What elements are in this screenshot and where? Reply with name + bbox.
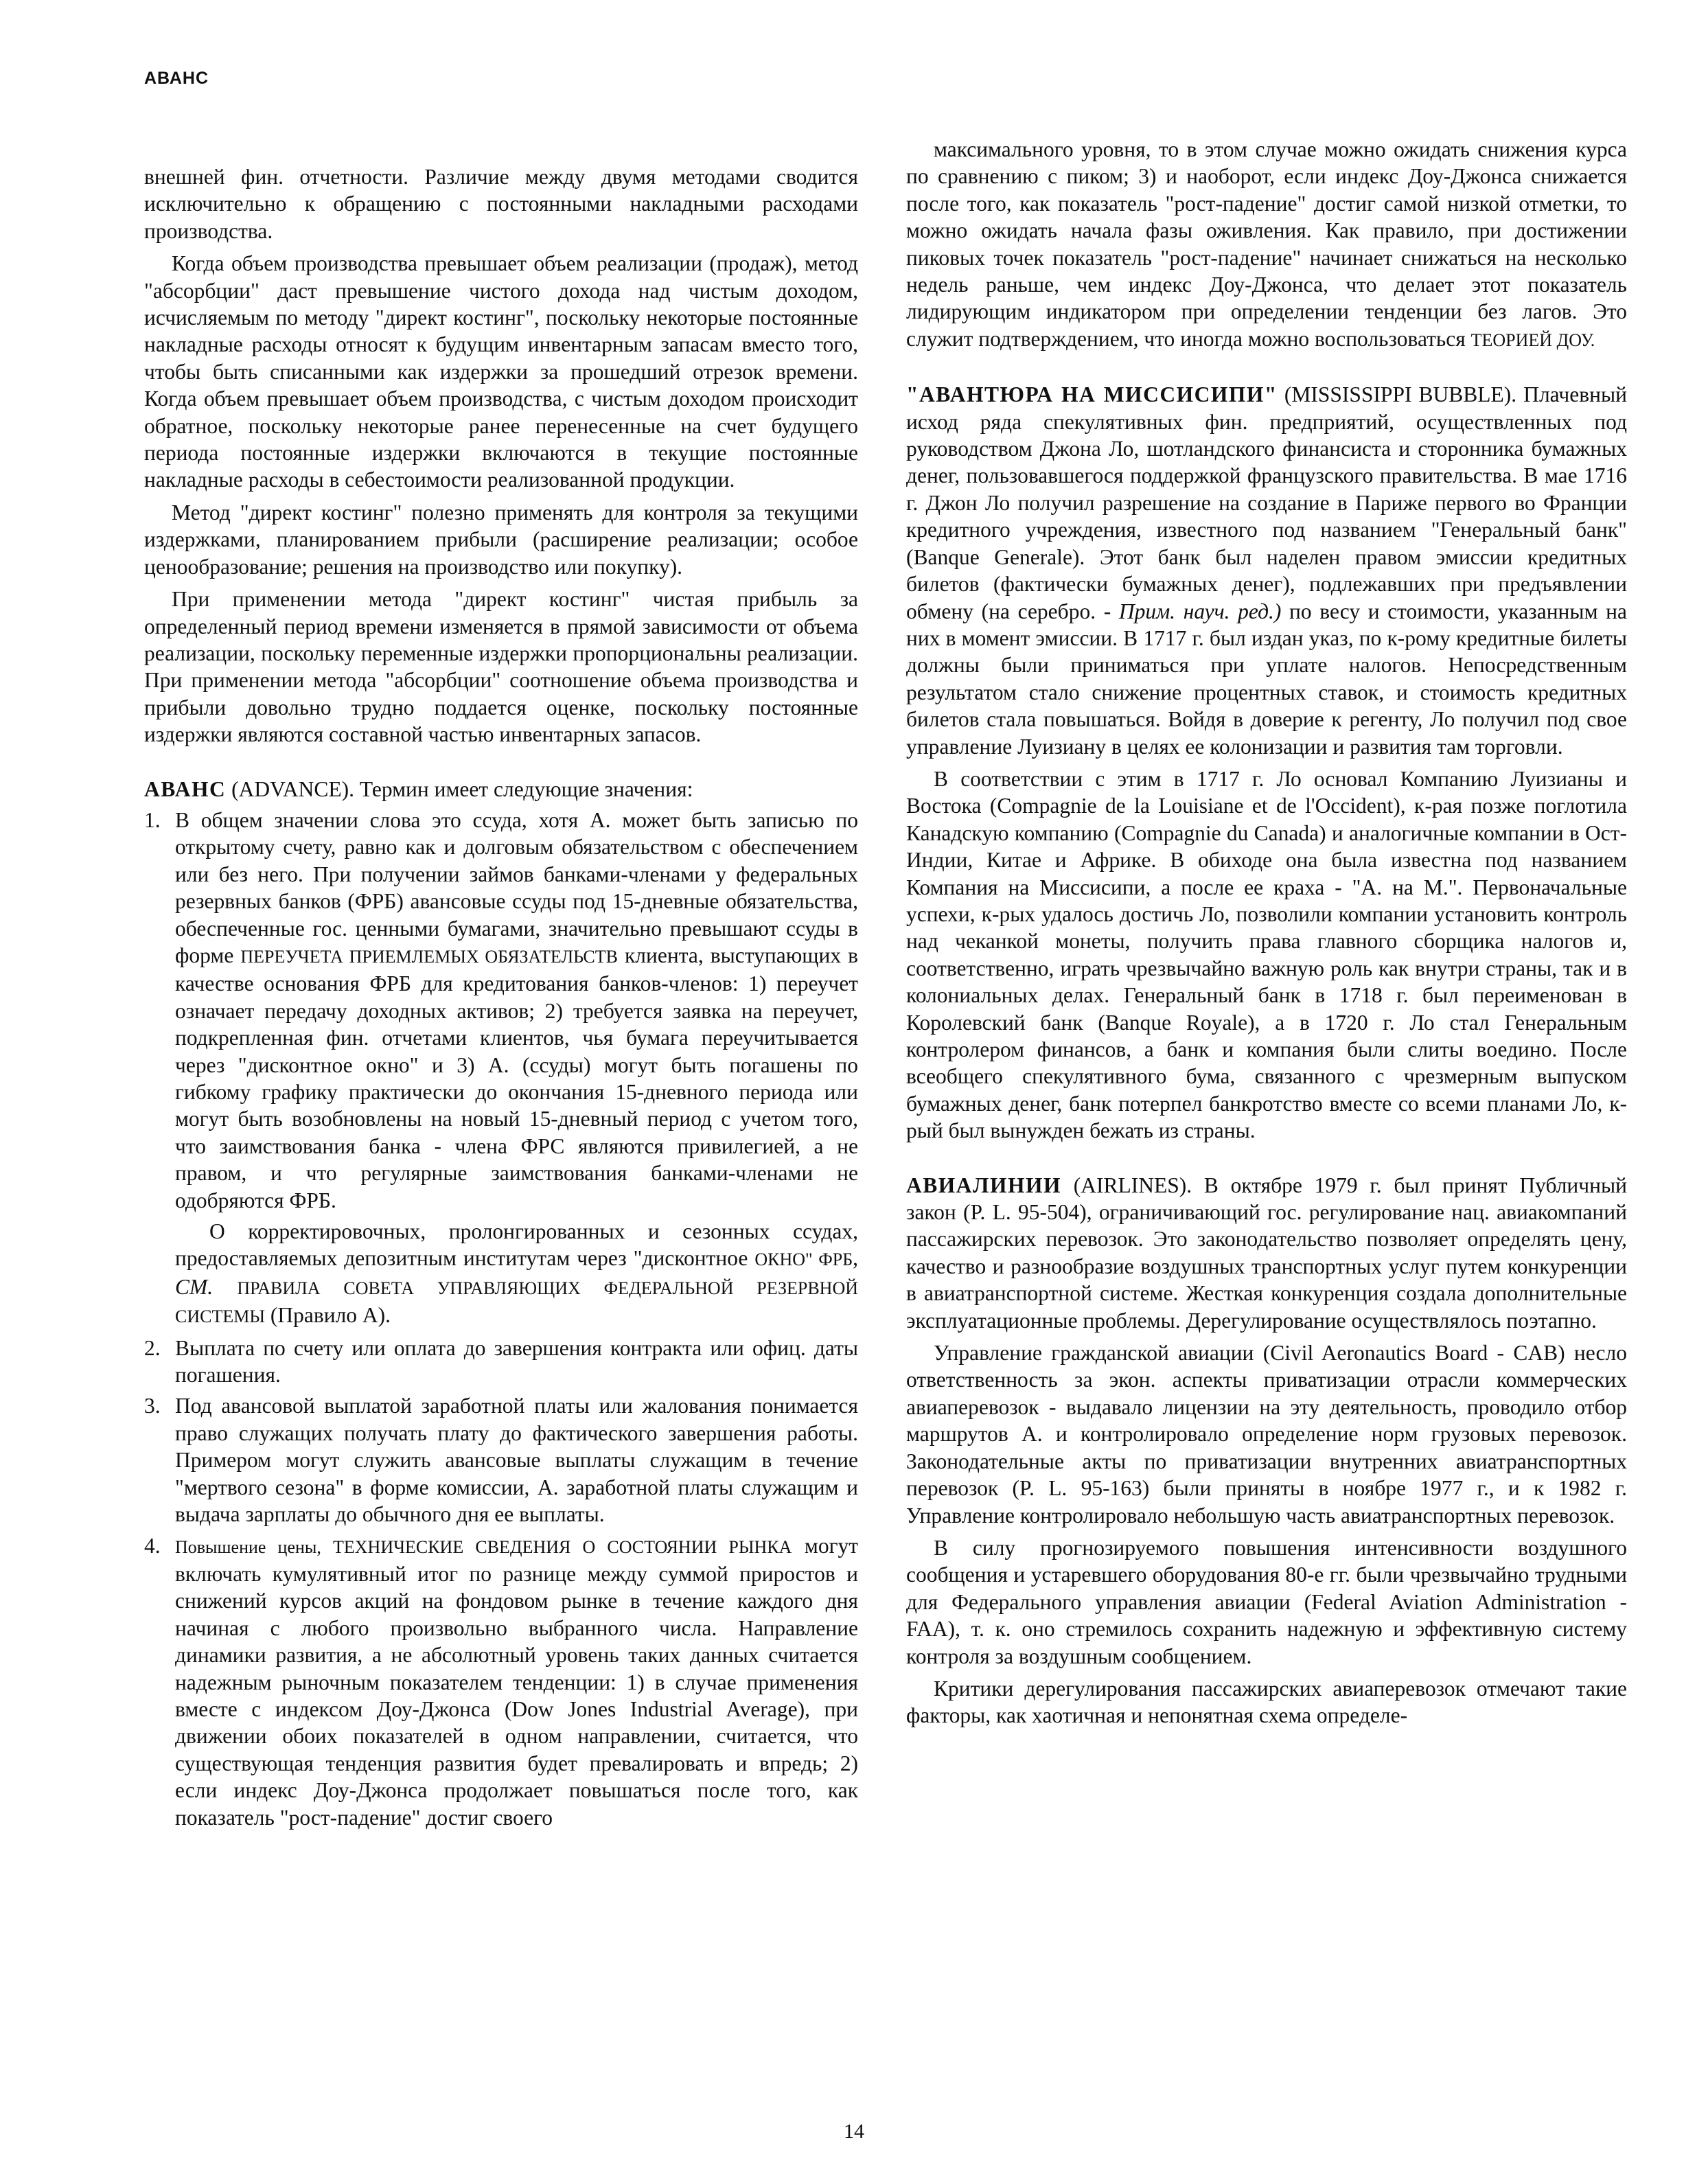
item-number: 4. xyxy=(144,1533,161,1558)
list-item xyxy=(144,1335,858,1389)
item-text: В общем значении слова это ссуда, хотя А. может быть записью по открытому счету, равно как и долговым обязательством с обеспечением или без него. При получении займов банками-членами у федеральных резервных банков (ФРБ) авансовые ссуды под 15-дневные обязательства, обеспеченные гос. ценными бумагами, значительно превышают ссуды в форме xyxy=(175,807,858,967)
item-text: клиента, выступающих в качестве основания ФРБ для кредитования банков-членов: 1) переучет означает передачу доходных активов; 2) требуется заявка на переучет, подкрепленная фин. отчетами клиентов, чья бумага переучитывается через "дисконтное окно" и 3) А. (ссуды) могут быть погашены по гибкому графику практически до окончания 15-дневного периода или могут быть возобновлены на новый 15-дневный период с учетом того, что заимствования банка - члена ФРС являются привилегией, а не правом, и что регулярные заимствования банками-членами не одобряются ФРБ. xyxy=(175,943,858,1212)
entry-avans xyxy=(144,776,858,803)
paragraph: Метод "директ костинг" полезно применять для контроля за текущими издержками, планированием прибыли (расширение реализации; особое ценообразование; решения на производство или покупку). xyxy=(144,500,858,579)
see-label: СМ. xyxy=(175,1274,214,1299)
cross-reference: ТЕХНИЧЕСКИЕ СВЕДЕНИЯ О СОСТОЯНИИ РЫНКА xyxy=(333,1536,792,1557)
entry-intro: (ADVANCE). Термин имеет следующие значения: xyxy=(226,776,693,801)
paragraph: В соответствии с этим в 1717 г. Ло основал Компанию Луизианы и Востока (Compagnie de la Louisiane et de l'Occident), к-рая позже поглотила Канадскую компанию (Compagnie du Canada) и аналогичные компании в Ост-Индии, Китае и Африке. В обиходе она была известна под названием Компания на Миссисипи, а после ее краха - "А. на М.". Первоначальные успехи, к-рых удалось достичь Ло, позволили компании установить контроль над чеканкой монеты, получить права главного сборщика налогов и, соответственно, играть чрезвычайно важную роль как внутри страны, так и в колониальных делах. Генеральный банк в 1718 г. был переименован в Королевский банк (Banque Royale), а в 1720 г. Ло стал Генеральным контролером финансов, а банк и компания были слиты воедино. После всеобщего спекулятивного бума, связанного с чрезмерным выпуском бумажных денег, банк потерпел банкротство вместе со всеми планами Ло, к-рый был вынужден бежать из страны. xyxy=(906,766,1627,1143)
item-text: Под авансовой выплатой заработной платы или жалования понимается право служащих получать плату до фактического завершения работы. Примером могут служить авансовые выплаты служащим в течение "мертвого сезона" в форме комиссии, А. заработной платы служащим и выдача зарплаты до обычного дня ее выплаты. xyxy=(175,1394,858,1527)
cross-reference: ОКНО" ФРБ xyxy=(754,1249,853,1270)
list-item xyxy=(144,1392,858,1528)
definition-list xyxy=(144,807,858,1831)
cross-reference: ПРАВИЛА СОВЕТА УПРАВЛЯЮЩИХ ФЕДЕРАЛЬНОЙ РЕЗЕРВНОЙ СИСТЕМЫ xyxy=(175,1278,859,1327)
entry-headword: АВИАЛИНИИ xyxy=(906,1173,1061,1197)
paragraph: максимального уровня, то в этом случае можно ожидать снижения курса по сравнению с пиком; 3) и наоборот, если индекс Доу-Джонса снижается после того, как показатель "рост-падение" достиг самой низкой отметки, то можно ожидать начала фазы оживления. Как правило, при достижении пиковых точек показатель "рост-падение" начинает снижаться на несколько недель раньше, чем индекс Доу-Джонса, что делает этот показатель лидирующим индикатором при определении тенденции без лагов. Это служит подтверждением, что иногда можно воспользоваться ТЕОРИЕЙ ДОУ. xyxy=(906,137,1627,351)
running-head: АВАНС xyxy=(144,69,209,88)
sub-paragraph: О корректировочных, пролонгированных и сезонных ссудах, предоставляемых депозитным институтам через "дисконтное ОКНО" ФРБ, СМ. ПРАВИЛА СОВЕТА УПРАВЛЯЮЩИХ ФЕДЕРАЛЬНОЙ РЕЗЕРВНОЙ СИСТЕМЫ (Правило А). xyxy=(175,1219,859,1328)
paragraph: Критики дерегулирования пассажирских авиаперевозок отмечают такие факторы, как хаотичная и непонятная схема определе- xyxy=(906,1676,1627,1728)
right-column xyxy=(906,130,1627,1729)
list-item xyxy=(144,807,858,1331)
item-text: Выплата по счету или оплата до завершения контракта или офиц. даты погашения. xyxy=(175,1335,858,1387)
paragraph: При применении метода "директ костинг" чистая прибыль за определенный период времени изменяется в прямой зависимости от объема реализации, поскольку переменные издержки пропорциональны реализации. При применении метода "абсорбции" соотношение объема производства и прибыли довольно трудно поддается оценке, поскольку постоянные издержки являются составной частью инвентарных запасов. xyxy=(144,587,858,747)
page-number: 14 xyxy=(844,2120,864,2143)
item-number: 1. xyxy=(144,807,161,832)
list-item xyxy=(144,1532,858,1831)
item-number: 2. xyxy=(144,1335,161,1360)
entry-headword: АВАНС xyxy=(144,776,227,801)
cross-reference: ТЕОРИЕЙ ДОУ. xyxy=(1470,330,1595,350)
paragraph: Управление гражданской авиации (Civil Aeronautics Board - CAB) несло ответственность за экон. аспекты приватизации отрасли коммерческих авиаперевозок - выдавало лицензии на эту деятельность, проводило отбор маршрутов А. и контролировало определение норм грузовых перевозок. Законодательные акты по приватизации внутренних авиатранспортных перевозок (P. L. 95-163) были приняты в ноябре 1977 г., и к 1982 г. Управление контролировало небольшую часть авиатранспортных перевозок. xyxy=(906,1341,1627,1528)
paragraph: Когда объем производства превышает объем реализации (продаж), метод "абсорбции" даст превышение чистого дохода над чистым доходом, исчисляемым по методу "директ костинг", поскольку некоторые постоянные накладные расходы относят к будущим инвентарным запасам вместо того, чтобы быть списанными как издержки за прошедший отрезок времени. Когда объем превышает объем производства, с чистым доходом происходит обратное, поскольку некоторые ранее перенесенные на счет будущего периода постоянные издержки включаются в текущие постоянные накладные расходы в себестоимости реализованной продукции. xyxy=(144,251,858,492)
left-column xyxy=(144,163,858,1831)
item-text: могут включать кумулятивный итог по разнице между суммой приростов и снижений курсов акций на фондовом рынке в течение каждого дня начиная с любого произвольно выбранного числа. Направление динамики развития, а не абсолютный уровень таких данных считается надежным рыночным показателем тенденции: 1) в случае применения вместе с индексом Доу-Джонса (Dow Jones Industrial Average), при движении обоих показателей в одном направлении, считается, что существующая тенденция развития будет превалировать и впредь; 2) если индекс Доу-Джонса продолжает повышаться после того, как показатель "рост-падение" достиг своего xyxy=(175,1533,859,1830)
editor-note: Прим. науч. ред.) xyxy=(1118,599,1282,623)
entry-headword: "АВАНТЮРА НА МИССИСИПИ" xyxy=(906,382,1278,407)
entry-airlines: АВИАЛИНИИ (AIRLINES). В октябре 1979 г. был принят Публичный закон (P. L. 95-504), ограничивающий гос. регулирование нац. авиакомпаний пассажирских перевозок. Это законодательство позволяет определять цену, качество и разнообразие воздушных транспортных услуг путем конкуренции в авиатранспортной системе. Жесткая конкуренция создала дополнительные эксплуатационные проблемы. Дерегулирование осуществлялось поэтапно. xyxy=(906,1173,1627,1333)
entry-mississippi-bubble: "АВАНТЮРА НА МИССИСИПИ" (MISSISSIPPI BUBBLE). Плачевный исход ряда спекулятивных фин. предприятий, осуществленных под руководством Джона Ло, шотландского финансиста и сторонника бумажных денег, пользовавшегося поддержкой французского правительства. В мае 1716 г. Джон Ло получил разрешение на создание в Париже первого во Франции кредитного учреждения, известного под названием "Генеральный банк" (Banque Generale). Этот банк был наделен правом эмиссии кредитных билетов (фактически бумажных денег), подлежавших при предъявлении обмену (на серебро. - Прим. науч. ред.) по весу и стоимости, указанным на них в момент эмиссии. В 1717 г. был издан указ, по к-рому кредитные билеты должны были приниматься при уплате налогов. Непосредственным результатом стало снижение процентных ставок, и стоимость кредитных билетов стала повышаться. Войдя в доверие к регенту, Ло получил под свое управление Луизиану в целях ее колонизации и развития там торговли. xyxy=(906,382,1627,759)
cross-reference: ПЕРЕУЧЕТА ПРИЕМЛЕМЫХ ОБЯЗАТЕЛЬСТВ xyxy=(240,946,618,967)
item-lead: Повышение цены, xyxy=(175,1536,333,1557)
item-number: 3. xyxy=(144,1394,161,1418)
paragraph: внешней фин. отчетности. Различие между двумя методами сводится исключительно к обращению с постоянными накладными расходами производства. xyxy=(144,165,858,243)
paragraph: В силу прогнозируемого повышения интенсивности воздушного сообщения и устаревшего оборудования 80-е гг. были чрезвычайно трудными для Федерального управления авиации (Federal Aviation Administration - FAA), т. к. оно стремилось сохранить надежную и эффективную систему контроля за воздушным сообщением. xyxy=(906,1535,1627,1668)
